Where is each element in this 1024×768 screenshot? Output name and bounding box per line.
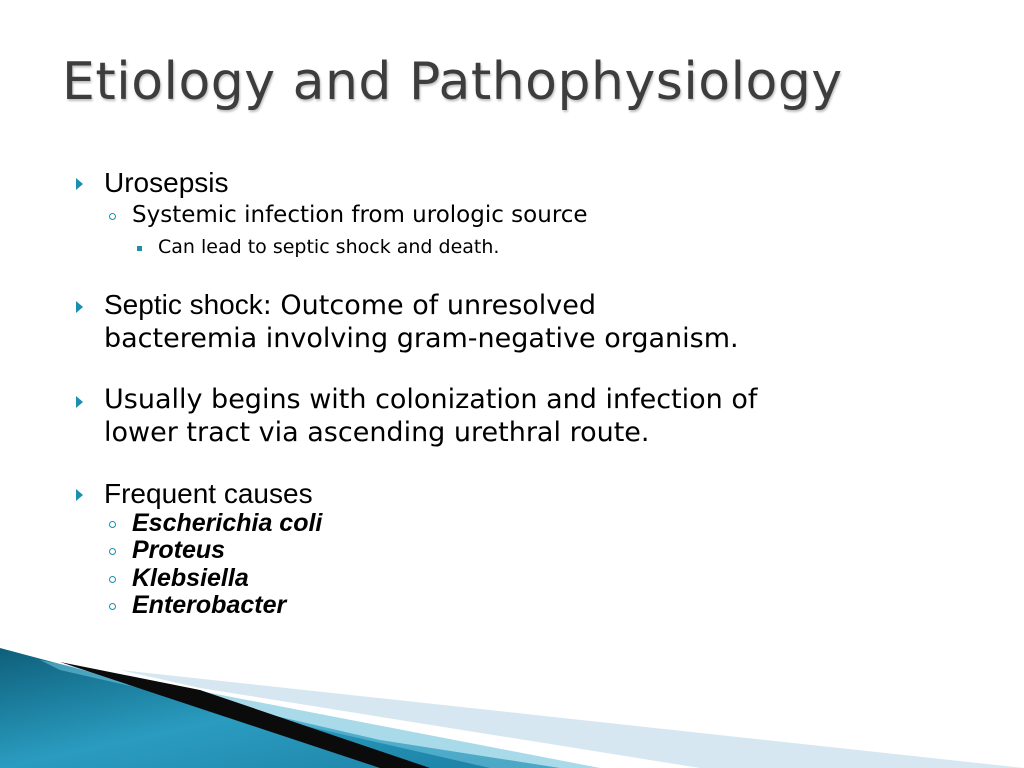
hollow-circle-bullet-icon xyxy=(109,548,116,555)
bullet-colonization xyxy=(104,383,757,449)
bullet-frequent-causes xyxy=(104,477,313,511)
bullet-line-1 xyxy=(104,288,739,322)
bullet-label: Urosepsis xyxy=(104,167,229,198)
slide-title: Etiology and Pathophysiology xyxy=(62,52,843,112)
triangle-bullet-icon xyxy=(76,489,83,501)
organism-item: Escherichia coli xyxy=(132,509,323,537)
triangle-bullet-icon xyxy=(76,178,83,190)
decorative-swoosh xyxy=(0,640,1024,768)
triangle-bullet-icon xyxy=(76,301,83,313)
hollow-circle-bullet-icon xyxy=(109,521,116,528)
bullet-septic-shock xyxy=(104,288,739,355)
sub-bullet-text: Systemic infection from urologic source xyxy=(132,202,588,228)
sub-sub-bullet-text: Can lead to septic shock and death. xyxy=(158,236,500,258)
bullet-label: Septic shock xyxy=(104,289,263,320)
hollow-circle-bullet-icon xyxy=(109,576,116,583)
bullet-label: Frequent causes xyxy=(104,478,313,509)
square-bullet-icon xyxy=(137,246,142,251)
bullet-line-2: lower tract via ascending urethral route. xyxy=(104,417,650,448)
hollow-circle-bullet-icon xyxy=(109,213,116,220)
bullet-text: : Outcome of unresolved xyxy=(262,290,597,321)
bullet-urosepsis xyxy=(104,166,228,200)
triangle-bullet-icon xyxy=(76,396,83,408)
organism-item: Proteus xyxy=(132,536,226,564)
hollow-circle-bullet-icon xyxy=(109,603,116,610)
organism-item: Enterobacter xyxy=(132,591,287,619)
bullet-line-1: Usually begins with colonization and infection of xyxy=(104,384,758,415)
organism-item: Klebsiella xyxy=(132,564,249,592)
bullet-line-2: bacteremia involving gram-negative organism. xyxy=(104,323,739,354)
